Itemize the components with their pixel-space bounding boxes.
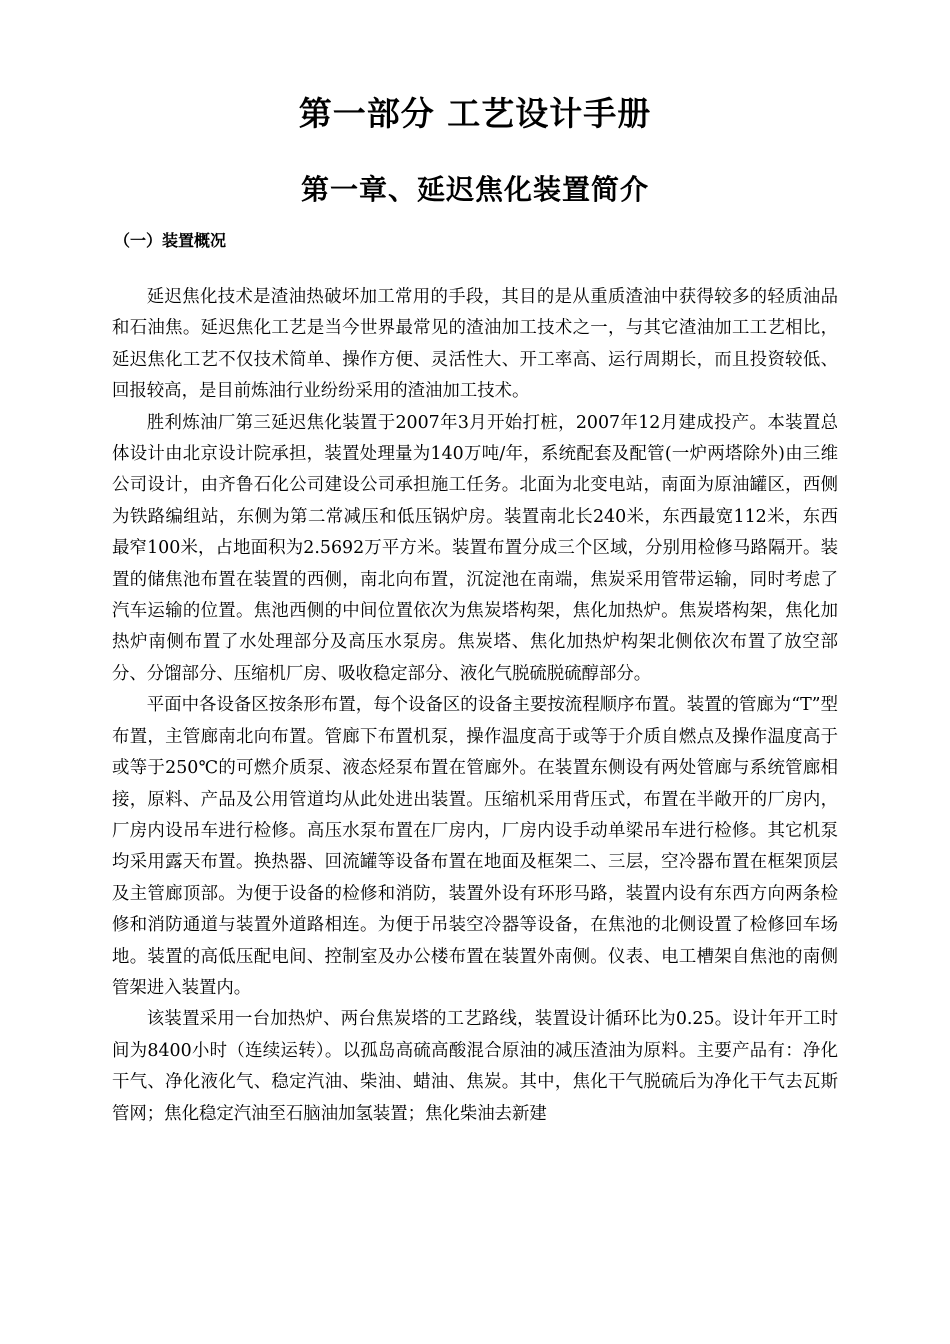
- paragraph: 该装置采用一台加热炉、两台焦炭塔的工艺路线，装置设计循环比为0.25。设计年开工时间为8400小时（连续运转）。以孤岛高硫高酸混合原油的减压渣油为原料。主要产品有：净化干气、净化液化气、稳定汽油、柴油、蜡油、焦炭。其中，焦化干气脱硫后为净化干气去瓦斯管网；焦化稳定汽油至石脑油加氢装置；焦化柴油去新建: [112, 1009, 838, 1124]
- paragraph: 平面中各设备区按条形布置，每个设备区的设备主要按流程顺序布置。装置的管廊为“T”型布置，主管廊南北向布置。管廊下布置机泵，操作温度高于或等于介质自燃点及操作温度高于或等于250℃的可燃介质泵、液态烃泵布置在管廊外。在装置东侧设有两处管廊与系统管廊相接，原料、产品及公用管道均从此处进出装置。压缩机采用背压式，布置在半敞开的厂房内，厂房内设吊车进行检修。高压水泵布置在厂房内，厂房内设手动单梁吊车进行检修。其它机泵均采用露天布置。换热器、回流罐等设备布置在地面及框架二、三层，空冷器布置在框架顶层及主管廊顶部。为便于设备的检修和消防，装置外设有环形马路，装置内设有东西方向两条检修和消防通道与装置外道路相连。为便于吊装空冷器等设备，在焦池的北侧设置了检修回车场地。装置的高低压配电间、控制室及办公楼布置在装置外南侧。仪表、电工槽架自焦池的南侧管架进入装置内。: [112, 695, 838, 998]
- part-title: 第一部分 工艺设计手册: [298, 94, 652, 133]
- chapter-title: 第一章、延迟焦化装置简介: [300, 173, 649, 206]
- body-text: [112, 282, 838, 1130]
- paragraph: 延迟焦化技术是渣油热破坏加工常用的手段，其目的是从重质渣油中获得较多的轻质油品和石油焦。延迟焦化工艺是当今世界最常见的渣油加工技术之一，与其它渣油加工工艺相比，延迟焦化工艺不仅技术简单、操作方便、灵活性大、开工率高、运行周期长，而且投资较低、回报较高，是目前炼油行业纷纷采用的渣油加工技术。: [112, 287, 838, 402]
- paragraph: 胜利炼油厂第三延迟焦化装置于2007年3月开始打桩，2007年12月建成投产。本装置总体设计由北京设计院承担，装置处理量为140万吨/年，系统配套及配管(一炉两塔除外)由三维公司设计，由齐鲁石化公司建设公司承担施工任务。北面为北变电站，南面为原油罐区，西侧为铁路编组站，东侧为第二常减压和低压锅炉房。装置南北长240米，东西最宽112米，东西最窄100米，占地面积为2.5692万平方米。装置布置分成三个区域，分别用检修马路隔开。装置的储焦池布置在装置的西侧，南北向布置，沉淀池在南端，焦炭采用管带运输，同时考虑了汽车运输的位置。焦池西侧的中间位置依次为焦炭塔构架，焦化加热炉。焦炭塔构架，焦化加热炉南侧布置了水处理部分及高压水泵房。焦炭塔、焦化加热炉构架北侧依次布置了放空部分、分馏部分、压缩机厂房、吸收稳定部分、液化气脱硫脱硫醇部分。: [112, 412, 838, 684]
- section-heading: （一）装置概况: [114, 231, 227, 250]
